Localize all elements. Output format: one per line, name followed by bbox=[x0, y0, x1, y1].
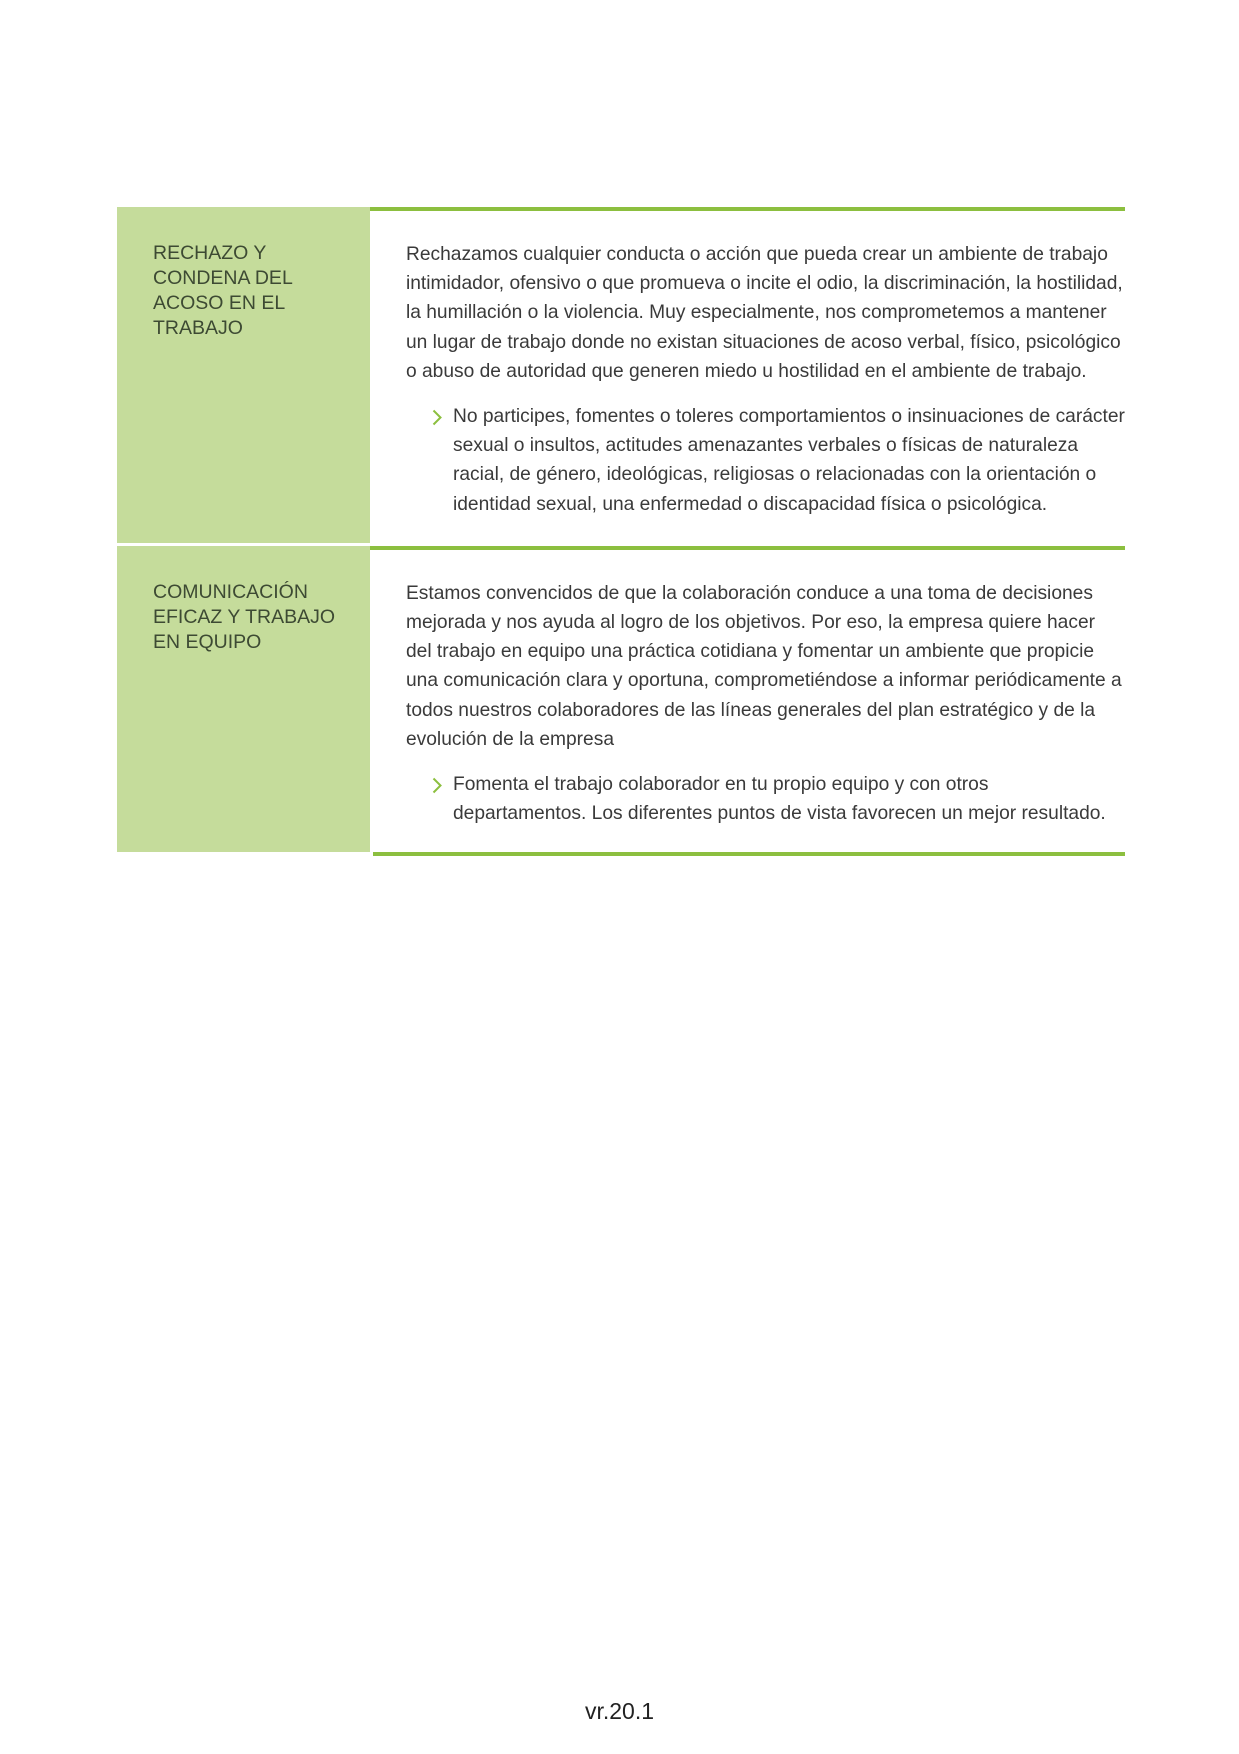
row-title: COMUNICACIÓN EFICAZ Y TRABAJO EN EQUIPO bbox=[117, 546, 370, 853]
policy-table bbox=[117, 207, 1125, 856]
version-label: vr.20.1 bbox=[584, 1698, 655, 1724]
bullet-text: No participes, fomentes o toleres comportamientos o insinuaciones de carácter sexual o insultos, actitudes amenazantes verbales o físicas de naturaleza racial, de género, ideológicas, religiosas o relacionadas con la orientación o identidad sexual, una enfermedad o discapacidad física o psicológica. bbox=[453, 406, 1125, 515]
policy-row-comunicacion bbox=[117, 546, 1125, 853]
policy-row-acoso bbox=[117, 207, 1125, 543]
chevron-right-icon bbox=[430, 770, 453, 828]
bullet-item bbox=[406, 402, 1125, 519]
row-title: RECHAZO Y CONDENA DEL ACOSO EN EL TRABAJO bbox=[117, 207, 370, 543]
row-body-text: Rechazamos cualquier conducta o acción que pueda crear un ambiente de trabajo intimidador, ofensivo o que promueva o incite el odio, la discriminación, la hostilidad, la humillación o la violencia. Muy especialmente, nos comprometemos a mantener un lugar de trabajo donde no existan situaciones de acoso verbal, físico, psicológico o abuso de autoridad que generen miedo u hostilidad en el ambiente de trabajo. bbox=[406, 244, 1123, 382]
table-bottom-rule bbox=[373, 852, 1125, 856]
chevron-right-icon bbox=[430, 402, 453, 519]
bullet-text: Fomenta el trabajo colaborador en tu propio equipo y con otros departamentos. Los diferentes puntos de vista favorecen un mejor resultado. bbox=[453, 774, 1106, 825]
row-body-text: Estamos convencidos de que la colaboración conduce a una toma de decisiones mejorada y nos ayuda al logro de los objetivos. Por eso, la empresa quiere hacer del trabajo en equipo una práctica cotidiana y fomentar un ambiente que propicie una comunicación clara y oportuna, comprometiéndose a informar periódicamente a todos nuestros colaboradores de las líneas generales del plan estratégico y de la evolución de la empresa bbox=[406, 582, 1122, 750]
bullet-item bbox=[406, 770, 1125, 828]
row-content bbox=[370, 207, 1125, 543]
row-content bbox=[370, 546, 1125, 853]
